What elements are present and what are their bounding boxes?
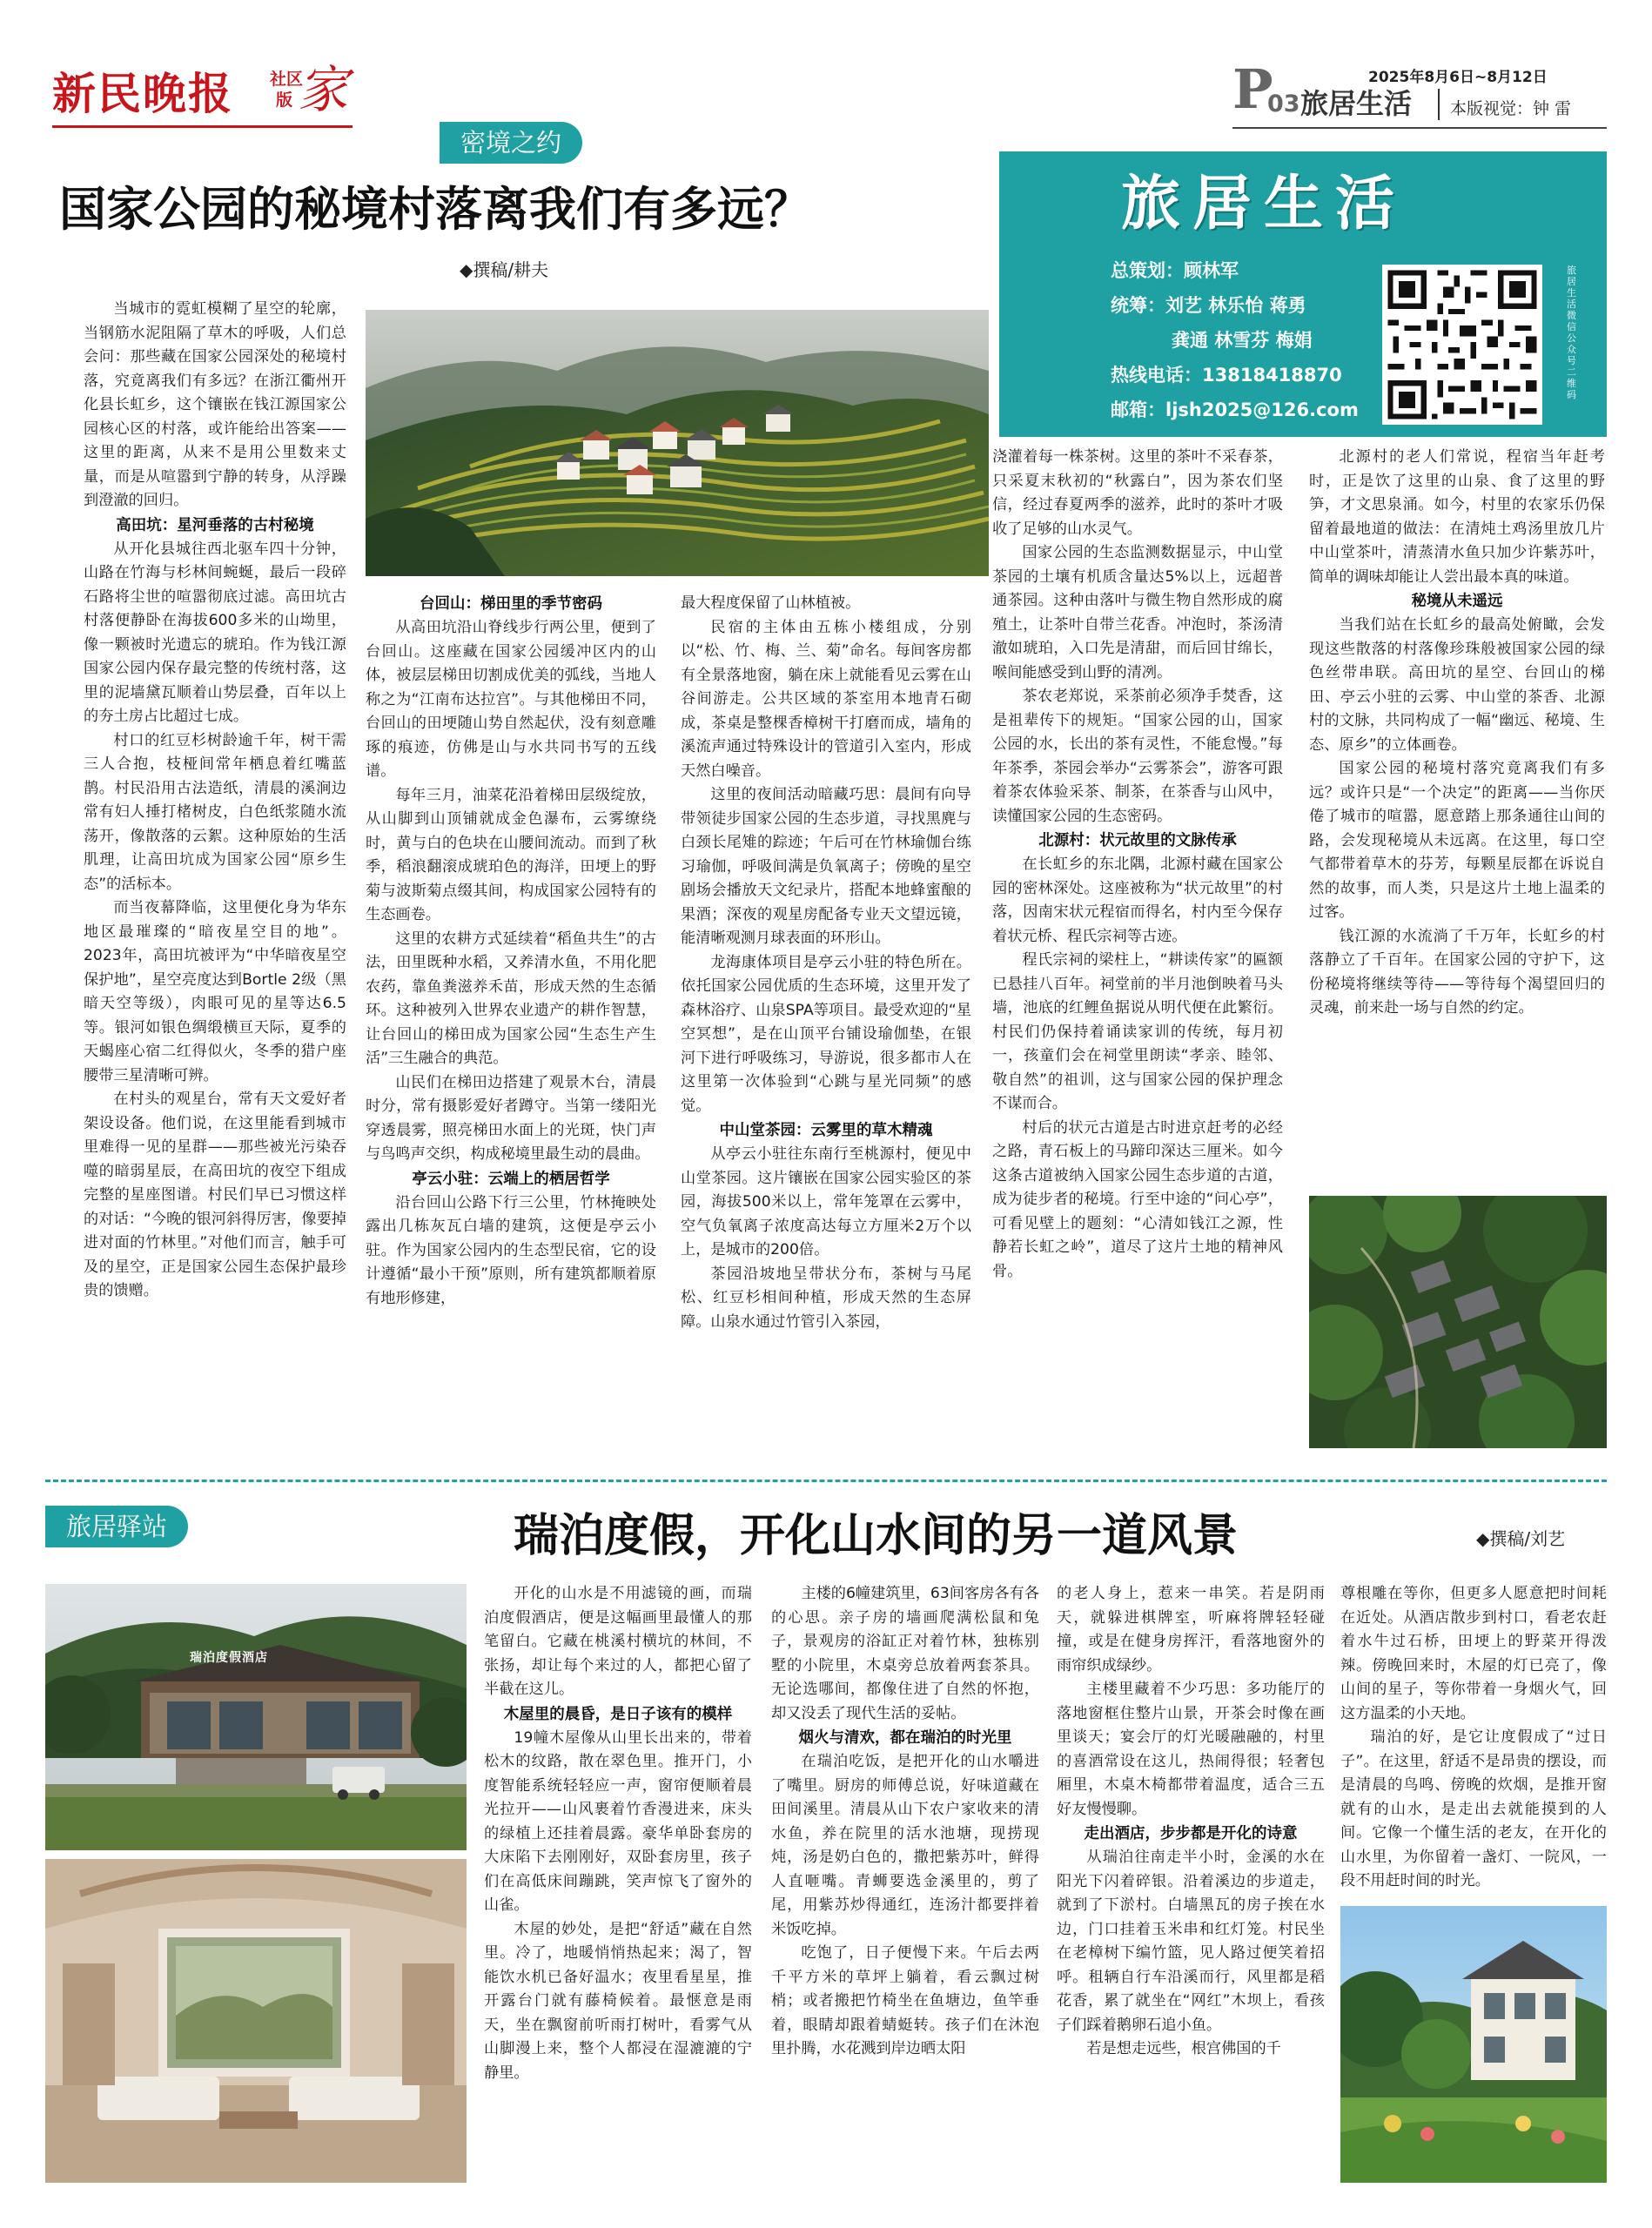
paragraph: 瑞泊的好，是它让度假成了“过日子”。在这里，舒适不是昂贵的摆设，而是清晨的鸟鸣、傍晚的炊烟，是推开窗就有的山水，是走出去就能摸到的人间。它像一个懂生活的老友，在开化的山水里，为你留着一盏灯、一院风，一段不用赶时间的时光。 [1340, 1728, 1607, 1889]
infobox-line-1: 统筹：刘艺 林乐怡 蒋勇 [1111, 295, 1306, 316]
infobox-line-3: 热线电话：13818418870 [1111, 365, 1342, 386]
qr-caption: 旅居生活微信公众号二维码 [1567, 265, 1576, 400]
paragraph: 主楼里藏着不少巧思：多功能厅的落地窗框住整片山景，开茶会时像在画里谈天；宴会厅的灯光暖融融的，村里的喜酒常设在这儿，热闹得很；轻奢包厢里，木桌木椅都带着温度，适合三五好友慢慢聊。 [1057, 1681, 1325, 1818]
paragraph: 最大程度保留了山林植被。 [681, 594, 861, 612]
article2-column-2 [771, 1582, 1039, 2062]
article1-column-1 [84, 298, 346, 1304]
section-heading: 高田坑：星河垂落的古村秘境 [116, 516, 314, 534]
section-heading: 走出酒店，步步都是开化的诗意 [1084, 1825, 1298, 1842]
paragraph: 茶园沿坡地呈带状分布，茶树与马尾松、红豆杉相间种植，形成天然的生态屏障。山泉水通过竹管引入茶园， [681, 1265, 971, 1331]
paragraph: 而当夜幕降临，这里便化身为华东地区最璀璨的“暗夜星空目的地”。2023年，高田坑被评为“中华暗夜星空保护地”，星空亮度达到Bortle 2级（黑暗天空等级），肉眼可见的星等达6.5等。银河如银色绸缎横亘天际，夏季的天蝎座心宿二红得似火，冬季的猎户座腰带三星清晰可辨。 [84, 899, 346, 1084]
article1-column-2 [366, 592, 656, 1311]
paragraph: 山民们在梯田边搭建了观景木台，清晨时分，常有摄影爱好者蹲守。当第一缕阳光穿透晨雾，照亮梯田水面上的光斑，快门声与鸟鸣声交织，构成秘境里最生动的晨曲。 [366, 1073, 656, 1163]
paragraph: 从瑞泊往南走半小时，金溪的水在阳光下闪着碎银。沿着溪边的步道走，就到了下淤村。白墙黑瓦的房子挨在水边，门口挂着玉米串和红灯笼。村民坐在老樟树下编竹篮，见人路过便笑着招呼。租辆自行车沿溪而行，风里都是稻花香，累了就坐在“网红”木坝上，看孩子们踩着鹅卵石追小鱼。 [1057, 1849, 1325, 2034]
edition-label-top: 社区 [270, 70, 304, 89]
infobox-title: 旅居生活 [1121, 169, 1407, 238]
paragraph: 沿台回山公路下行三公里，竹林掩映处露出几栋灰瓦白墙的建筑，这便是亭云小驻。作为国家公园内的生态型民宿，它的设计遵循“最小干预”原则，所有建筑都顺着原有地形修建， [366, 1193, 656, 1307]
article1-column-5 [1309, 446, 1605, 1021]
section-heading: 台回山：梯田里的季节密码 [420, 595, 602, 613]
paragraph: 在瑞泊吃饭，是把开化的山水嚼进了嘴里。厨房的师傅总说，好味道藏在田间溪里。清晨从山下农户家收来的清水鱼，养在院里的活水池塘，现捞现炖，汤是奶白色的，撒把紫苏叶，鲜得人直咂嘴。青蛳要选金溪里的，剪了尾，用紫苏炒得通红，连汤汁都要拌着米饭吃掉。 [771, 1753, 1039, 1938]
section-heading: 北源村：状元故里的文脉传承 [1038, 832, 1237, 849]
paragraph: 茶农老郑说，采茶前必须净手焚香，这是祖辈传下的规矩。“国家公园的山，国家公园的水，长出的茶有灵性，不能怠慢。”每年茶季，茶园会举办“云雾茶会”，游客可跟着茶农体验采茶、制茶，在茶香与山风中，读懂国家公园的生态密码。 [992, 688, 1283, 825]
paragraph: 若是想走远些，根宫佛国的千 [1086, 2040, 1281, 2057]
paragraph: 从亭云小驻往东南行至桃源村，便见中山堂茶园。这片镶嵌在国家公园实验区的茶园，海拔500米以上，常年笼罩在云雾中，空气负氧离子浓度高达每立方厘米2万个以上，是城市的200倍。 [681, 1145, 971, 1258]
infobox [999, 151, 1607, 437]
paragraph: 的老人身上，惹来一串笑。若是阴雨天，就躲进棋牌室，听麻将牌轻轻碰撞，或是在健身房挥汗，看落地窗外的雨帘织成绿纱。 [1057, 1585, 1325, 1674]
section-heading: 亭云小驻：云端上的栖居哲学 [412, 1170, 610, 1188]
paragraph: 浇灌着每一株茶树。这里的茶叶不采春茶，只采夏末秋初的“秋露白”，因为茶农们坚信，经过春夏两季的滋养，此时的茶叶才吸收了足够的山水灵气。 [992, 448, 1283, 538]
page-letter: P [1232, 57, 1273, 121]
paragraph: 从开化县城往西北驱车四十分钟，山路在竹海与杉林间蜿蜒，最后一段碎石路将尘世的喧嚣彻底过滤。高田坑古村落便静卧在海拔600多米的山坳里，像一颗被时光遗忘的琥珀。作为钱江源国家公园内保存最完整的传统村落，这里的泥墙黛瓦顺着山势层叠，百年以上的夯土房占比超过七成。 [84, 540, 346, 725]
qr-code[interactable] [1382, 265, 1542, 425]
edition-label-bottom: 版 [276, 91, 293, 110]
hotel-garden-photo [1340, 1906, 1607, 2183]
paragraph: 钱江源的水流淌了千万年，长虹乡的村落静立了千百年。在国家公园的守护下，这份秘境将继续等待——等待每个渴望回归的灵魂，前来赴一场与自然的约定。 [1309, 927, 1605, 1017]
infobox-line-4: 邮箱：ljsh2025@126.com [1111, 399, 1359, 420]
hotel-interior-photo [45, 1859, 467, 2183]
paragraph: 当我们站在长虹乡的最高处俯瞰，会发现这些散落的村落像珍珠般被国家公园的绿色丝带串联。高田坑的星空、台回山的梯田、亭云小驻的云雾、中山堂的茶香、北源村的文脉，共同构成了一幅“幽远、秘境、生态、原乡”的立体画卷。 [1309, 616, 1605, 754]
masthead-logo: 新民晚报 [52, 68, 233, 119]
paragraph: 在村头的观星台，常有天文爱好者架设设备。他们说，在这里能看到城市里难得一见的星群——那些被光污染吞噬的暗弱星辰，在高田坑的夜空下组成完整的星座图谱。村民们早已习惯这样的对话：“今晚的银河斜得厉害，像要掉进对面的竹林里。”对他们而言，触手可及的星空，正是国家公园生态保护最珍贵的馈赠。 [84, 1091, 346, 1299]
section-name: 旅居生活 [1300, 87, 1413, 120]
paragraph: 每年三月，油菜花沿着梯田层级绽放，从山脚到山顶铺就成金色瀑布，云雾缭绕时，黄与白的色块在山腰间流动。而到了秋季，稻浪翻滚成琥珀色的海洋，田埂上的野菊与波斯菊点缀其间，构成国家公园特有的生态画卷。 [366, 786, 656, 923]
north-village-aerial-photo [1309, 1196, 1607, 1448]
paragraph: 程氏宗祠的梁柱上，“耕读传家”的匾额已悬挂八百年。祠堂前的半月池倒映着马头墙，池底的红鲤鱼据说从明代便在此繁衍。村民们仍保持着诵读家训的传统，每月初一，孩童们会在祠堂里朗读“孝亲、睦邻、敬自然”的祖训，这与国家公园的保护理念不谋而合。 [992, 951, 1283, 1112]
page-number: 03 [1267, 91, 1300, 117]
article1-column-4 [992, 446, 1283, 1284]
masthead [45, 57, 1607, 153]
paragraph: 木屋的妙处，是把“舒适”藏在自然里。冷了，地暖悄悄热起来；渴了，智能饮水机已备好温水；夜里看星星，推开露台门就有藤椅候着。最惬意是雨天，坐在飘窗前听雨打树叶，看雾气从山脚漫上来，整个人都浸在湿漉漉的宁静里。 [484, 1920, 752, 2082]
masthead-underline [52, 125, 353, 128]
paragraph: 国家公园的生态监测数据显示，中山堂茶园的土壤有机质含量达5%以上，远超普通茶园。这种由落叶与微生物自然形成的腐殖土，让茶叶自带兰花香。冲泡时，茶汤清澈如琥珀，入口先是清甜，而后回甘绵长，喉间能感受到山野的清冽。 [992, 544, 1283, 681]
section-heading: 木屋里的晨昏，是日子该有的模样 [503, 1705, 733, 1723]
section-heading: 秘境从未遥远 [1411, 593, 1503, 610]
terraced-village-photo [366, 310, 989, 576]
article1-byline: ◆撰稿/耕夫 [460, 259, 549, 280]
infobox-line-2: 龚通 林雪芬 梅娟 [1172, 330, 1313, 351]
paragraph: 这里的农耕方式延续着“稻鱼共生”的古法，田里既种水稻，又养清水鱼，不用化肥农药，靠鱼粪滋养禾苗，形成天然的生态循环。这种被列入世界农业遗产的耕作智慧，让台回山的梯田成为国家公园“生态生产生活”三生融合的典范。 [366, 929, 656, 1067]
section-heading: 中山堂茶园：云雾里的草木精魂 [719, 1122, 933, 1139]
article2-column-1 [484, 1582, 752, 2085]
editor-credit: 本版视觉：钟 雷 [1450, 99, 1572, 118]
article1-title: 国家公园的秘境村落离我们有多远？ [59, 181, 811, 237]
article1-tag: 密境之约 [440, 122, 582, 164]
paragraph: 主楼的6幢建筑里，63间客房各有各的心思。亲子房的墙画爬满松鼠和兔子，景观房的浴缸正对着竹林，独栋别墅的小院里，木桌旁总放着两套茶具。无论选哪间，都像住进了自然的怀抱，却又没丢了现代生活的妥帖。 [771, 1585, 1039, 1722]
article2-column-3 [1057, 1582, 1325, 2062]
infobox-line-0: 总策划：顾林军 [1111, 260, 1239, 281]
article2-byline: ◆撰稿/刘艺 [1476, 1528, 1566, 1549]
paragraph: 19幢木屋像从山里长出来的，带着松木的纹路，散在翠色里。推开门，小度智能系统轻轻应一声，窗帘便顺着晨光拉开——山风裹着竹香漫进来，床头的绿植上还挂着晨露。豪华单卧套房的大床陷下去刚刚好，双卧套房里，孩子们在高低床间蹦跳，笑声惊飞了窗外的山雀。 [484, 1728, 752, 1914]
issue-date: 2025年8月6日~8月12日 [1368, 69, 1548, 86]
paragraph: 吃饱了，日子便慢下来。午后去两千平方米的草坪上躺着，看云飘过树梢；或者搬把竹椅坐在鱼塘边，鱼竿垂着，眼睛却跟着蜻蜓转。孩子们在沐泡里扑腾，水花溅到岸边晒太阳 [771, 1944, 1039, 2057]
divider-bar [1438, 89, 1440, 120]
article2-column-4 [1340, 1582, 1607, 1894]
paragraph: 龙海康体项目是亭云小驻的特色所在。依托国家公园优质的生态环境，这里开发了森林浴疗、山泉SPA等项目。最受欢迎的“星空冥想”，是在山顶平台铺设瑜伽垫，在银河下进行呼吸练习，导游说，很多都市人在这里第一次体验到“心跳与星光同频”的感觉。 [681, 953, 971, 1115]
logo-character: 家 [298, 60, 349, 119]
masthead-rule [1232, 127, 1607, 129]
paragraph: 北源村的老人们常说，程宿当年赶考时，正是饮了这里的山泉、食了这里的野笋，才文思泉涌。如今，村里的农家乐仍保留着最地道的做法：在清炖土鸡汤里放几片中山堂茶叶，清蒸清水鱼只加少许紫苏叶，简单的调味却能让人尝出最本真的味道。 [1309, 448, 1605, 586]
paragraph: 从高田坑沿山脊线步行两公里，便到了台回山。这座藏在国家公园缓冲区内的山体，被层层梯田切割成优美的弧线，当地人称之为“江南布达拉宫”。与其他梯田不同，台回山的田埂随山势自然起伏，没有刻意雕琢的痕迹，仿佛是山与水共同书写的五线谱。 [366, 619, 656, 780]
hotel-sign: 瑞泊度假酒店 [190, 1651, 268, 1665]
section-heading: 烟火与清欢，都在瑞泊的时光里 [798, 1729, 1012, 1747]
article2-tag: 旅居驿站 [45, 1506, 188, 1547]
paragraph: 在长虹乡的东北隅，北源村藏在国家公园的密林深处。这座被称为“状元故里”的村落，因南宋状元程宿而得名，村内至今保存着状元桥、程氏宗祠等古迹。 [992, 856, 1283, 945]
paragraph: 国家公园的秘境村落究竟离我们有多远？或许只是“一个决定”的距离——当你厌倦了城市的喧嚣，愿意踏上那条通往山间的路，会发现秘境从未远离。在这里，每口空气都带着草木的芬芳，每颗星辰都在诉说自然的故事，而人类，只是这片土地上温柔的过客。 [1309, 760, 1605, 921]
qr-code-icon [1382, 265, 1542, 425]
paragraph: 村口的红豆杉树龄逾千年，树干需三人合抱，枝桠间常年栖息着红嘴蓝鹊。村民沿用古法造纸，清晨的溪涧边常有妇人捶打楮树皮，白色纸浆随水流荡开，像散落的云絮。这种原始的生活肌理，让高田坑成为国家公园“原乡生态”的活标本。 [84, 731, 346, 893]
article1-column-3 [681, 592, 971, 1334]
paragraph: 村后的状元古道是古时进京赶考的必经之路，青石板上的马蹄印深达三厘米。如今这条古道被纳入国家公园生态步道的古道，成为徒步者的秘境。行至中途的“问心亭”，可看见壁上的题刻：“心清如钱江之源，性静若长虹之岭”，道尽了这片土地的精神风骨。 [992, 1118, 1283, 1280]
hotel-exterior-photo [45, 1584, 467, 1850]
paragraph: 尊根雕在等你，但更多人愿意把时间耗在近处。从酒店散步到村口，看老农赶着水牛过石桥，田埂上的野菜开得泼辣。傍晚回来时，木屋的灯已亮了，像山间的星子，等你带着一身烟火气，回这方温柔的小天地。 [1340, 1585, 1607, 1722]
paragraph: 当城市的霓虹模糊了星空的轮廓，当钢筋水泥阻隔了草木的呼吸，人们总会问：那些藏在国家公园深处的秘境村落，究竟离我们有多远？在浙江衢州开化县长虹乡，这个镶嵌在钱江源国家公园核心区的村落，或许能给出答案——这里的距离，从来不是用公里数来丈量，而是从喧嚣到宁静的转身，从浮躁到澄澈的回归。 [84, 300, 346, 509]
article2-title: 瑞泊度假，开化山水间的另一道风景 [514, 1509, 1239, 1562]
section-separator [45, 1480, 1607, 1482]
paragraph: 开化的山水是不用滤镜的画，而瑞泊度假酒店，便是这幅画里最懂人的那笔留白。它藏在桃溪村横坑的林间，不张扬，却让每个来过的人，都把心留了半截在这儿。 [484, 1585, 752, 1698]
paragraph: 这里的夜间活动暗藏巧思：晨间有向导带领徒步国家公园的生态步道，寻找黑麂与白颈长尾雉的踪迹；午后可在竹林瑜伽台练习瑜伽，呼吸间满是负氧离子；傍晚的星空剧场会播放天文纪录片，搭配本地蜂蜜酿的果酒；深夜的观星房配备专业天文望远镜，能清晰观测月球表面的环形山。 [681, 786, 971, 947]
paragraph: 民宿的主体由五栋小楼组成，分别以“松、竹、梅、兰、菊”命名。每间客房都有全景落地窗，躺在床上就能看见云雾在山谷间游走。公共区域的茶室用本地青石砌成，茶桌是整棵香樟树干打磨而成，墙角的溪流声通过特殊设计的管道引入室内，形成天然白噪音。 [681, 618, 971, 780]
